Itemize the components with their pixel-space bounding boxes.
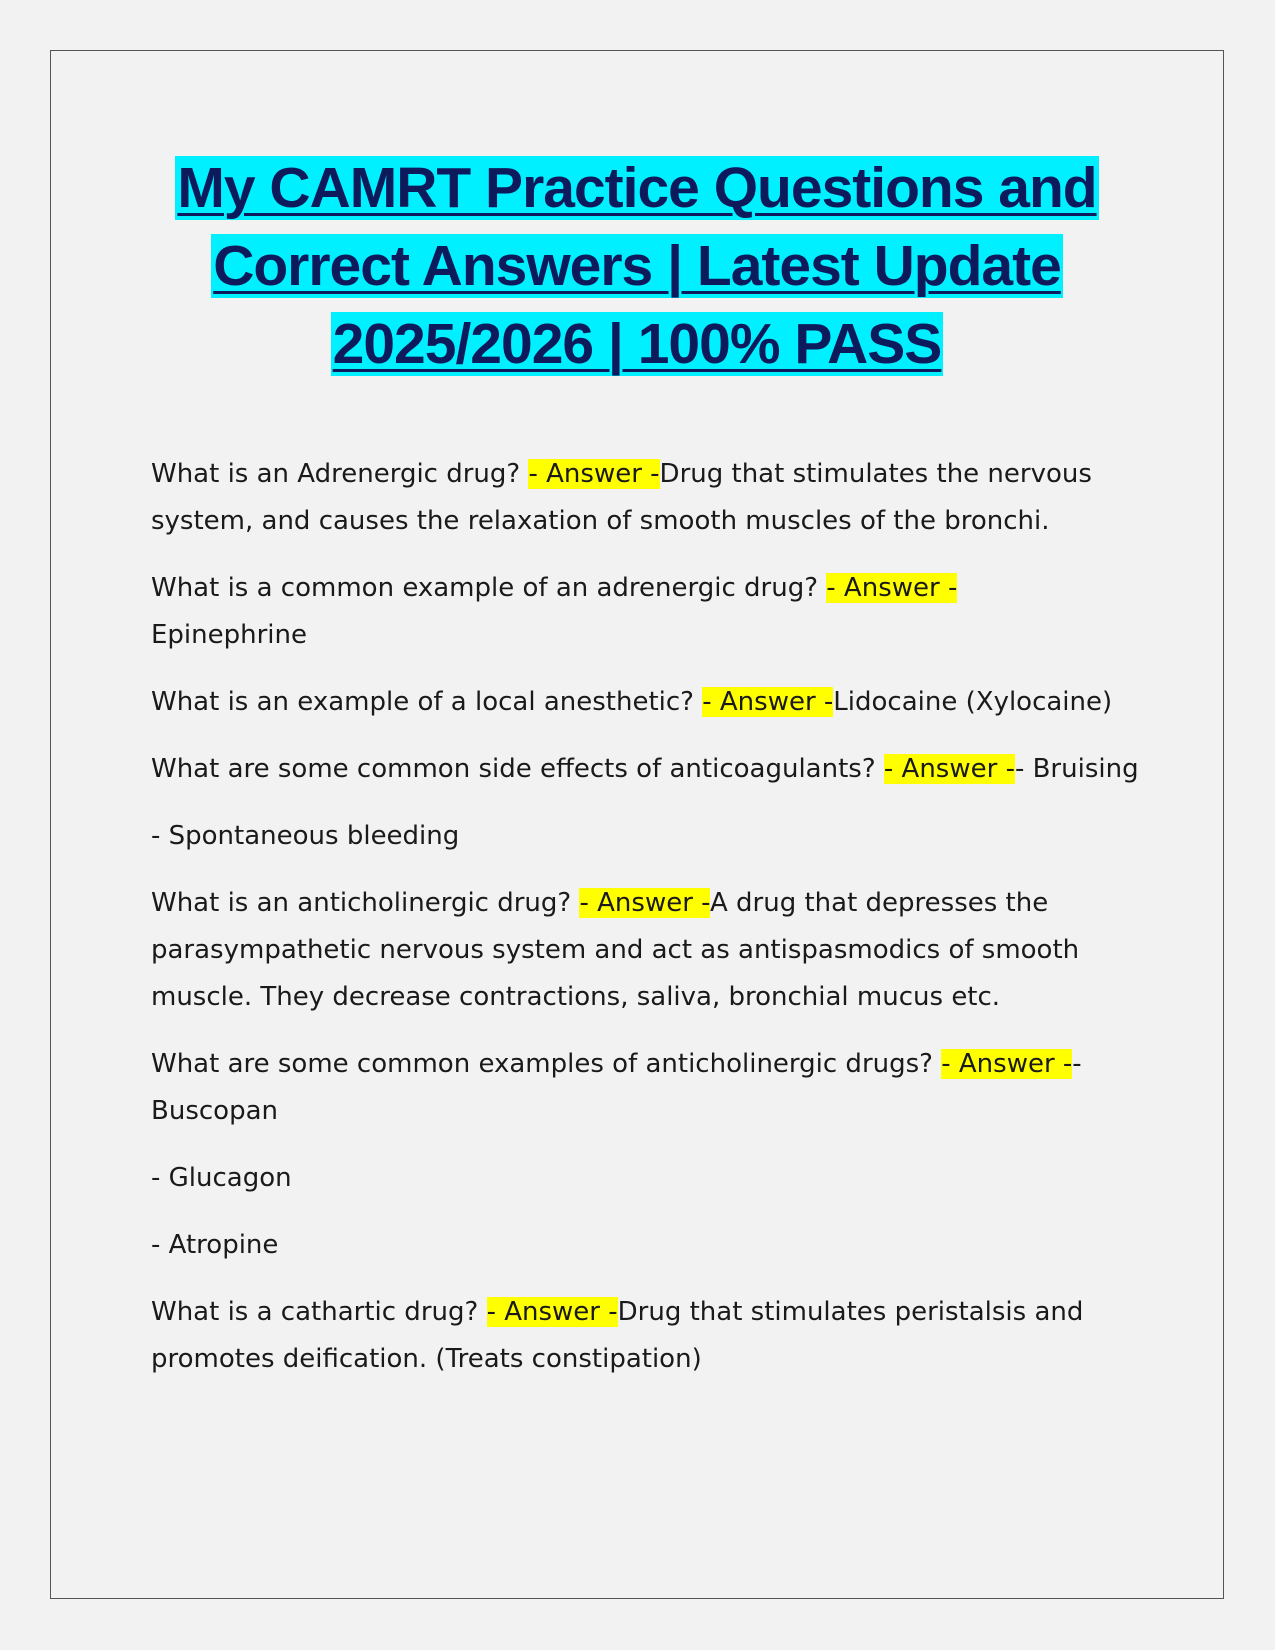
question-text: What are some common side effects of anticoagulants? [151, 754, 884, 784]
title-line-1: My CAMRT Practice Questions and [177, 156, 1097, 220]
page-frame [50, 50, 1224, 1599]
qa-entry-anticoagulants [151, 746, 1151, 793]
answer-marker: - Answer - [883, 754, 1015, 784]
qa-entry-adrenergic [151, 451, 1151, 545]
qa-entry-anticholinergic [151, 880, 1151, 1021]
question-text: What is an example of a local anesthetic? [151, 687, 703, 717]
title-line-3: 2025/2026 | 100% PASS [332, 312, 942, 376]
question-text: What are some common examples of anticholinergic drugs? [151, 1049, 942, 1079]
question-text: What is an Adrenergic drug? [151, 459, 529, 489]
answer-text: - Bruising [1014, 754, 1139, 784]
answer-text: Drug that stimulates the nervous system, and causes the relaxation of smooth muscles of the bronchi. [151, 459, 1092, 536]
answer-continuation: - Atropine [151, 1230, 279, 1260]
qa-entry-anticholinergic-examples [151, 1041, 1151, 1135]
answer-marker: - Answer - [941, 1049, 1073, 1079]
answer-marker: - Answer - [528, 459, 660, 489]
answer-text: Epinephrine [151, 620, 307, 650]
answer-text: A drug that depresses the parasympathetic nervous system and act as antispasmodics of smooth muscle. They decrease contractions, saliva, bronchial mucus etc. [151, 888, 1080, 1012]
title-line-2: Correct Answers | Latest Update [213, 234, 1061, 298]
answer-marker: - Answer - [702, 687, 834, 717]
answer-continuation: - Spontaneous bleeding [151, 821, 460, 851]
answer-marker: - Answer - [579, 888, 710, 918]
qa-entry-local-anesthetic [151, 679, 1151, 726]
answer-text: Drug that stimulates peristalsis and promotes deification. (Treats constipation) [151, 1297, 1084, 1374]
qa-entry-adrenergic-example [151, 565, 1151, 659]
answer-marker: - Answer - [826, 573, 958, 603]
qa-list [151, 451, 1151, 1403]
question-text: What is a cathartic drug? [151, 1297, 487, 1327]
answer-text: Lidocaine (Xylocaine) [833, 687, 1113, 717]
document-title [51, 149, 1223, 383]
answer-continuation: - Glucagon [151, 1163, 292, 1193]
question-text: What is a common example of an adrenergic drug? [151, 573, 827, 603]
question-text: What is an anticholinergic drug? [151, 888, 580, 918]
answer-text: - Buscopan [151, 1049, 1082, 1126]
qa-entry-cathartic [151, 1289, 1151, 1383]
answer-marker: - Answer - [486, 1297, 618, 1327]
